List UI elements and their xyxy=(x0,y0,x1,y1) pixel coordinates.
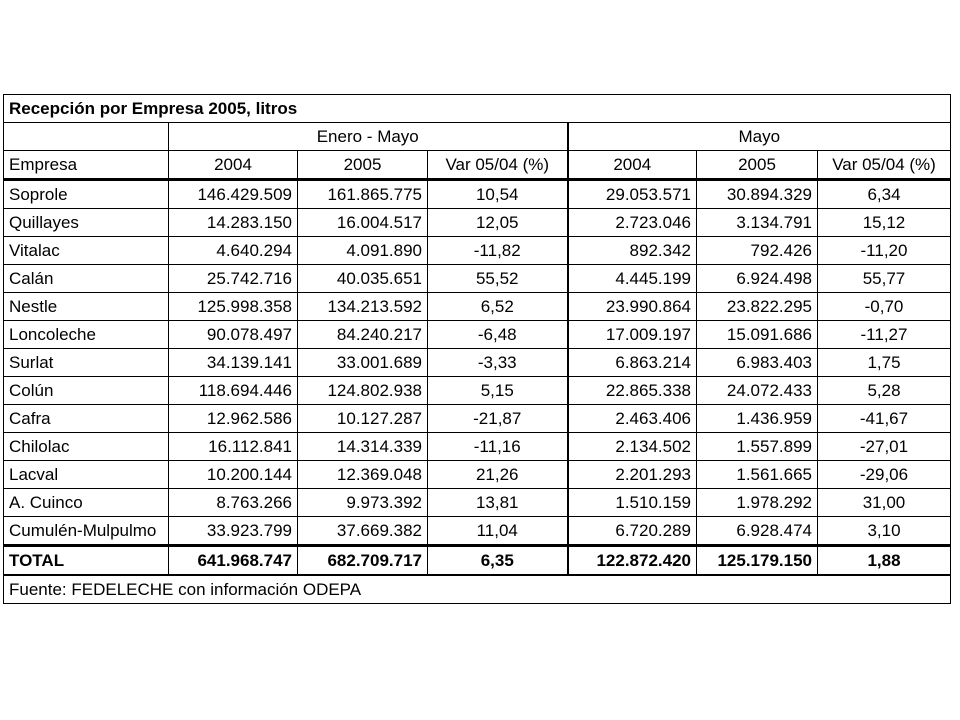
cell-2004-mayo: 892.342 xyxy=(568,237,697,265)
cell-empresa: Loncoleche xyxy=(4,321,169,349)
table-row xyxy=(4,489,951,517)
cell-empresa: Chilolac xyxy=(4,433,169,461)
cell-2005-enero-mayo: 4.091.890 xyxy=(298,237,428,265)
group-header-enero-mayo: Enero - Mayo xyxy=(169,123,568,151)
reception-table xyxy=(3,94,951,604)
cell-var-mayo: 55,77 xyxy=(818,265,951,293)
cell-empresa: Cumulén-Mulpulmo xyxy=(4,517,169,546)
cell-var-enero-mayo: -11,82 xyxy=(428,237,568,265)
total-cell-2004-mayo: 122.872.420 xyxy=(568,546,697,576)
table-title: Recepción por Empresa 2005, litros xyxy=(4,95,951,123)
source-note: Fuente: FEDELECHE con información ODEPA xyxy=(4,575,951,604)
cell-var-mayo: -41,67 xyxy=(818,405,951,433)
cell-var-mayo: -0,70 xyxy=(818,293,951,321)
cell-2004-mayo: 29.053.571 xyxy=(568,180,697,209)
cell-empresa: Soprole xyxy=(4,180,169,209)
cell-var-mayo: -27,01 xyxy=(818,433,951,461)
table-row xyxy=(4,237,951,265)
table-row xyxy=(4,265,951,293)
cell-2005-mayo: 1.436.959 xyxy=(697,405,818,433)
cell-2004-mayo: 4.445.199 xyxy=(568,265,697,293)
cell-2004-mayo: 2.201.293 xyxy=(568,461,697,489)
cell-2005-mayo: 6.928.474 xyxy=(697,517,818,546)
cell-2005-mayo: 24.072.433 xyxy=(697,377,818,405)
cell-2005-enero-mayo: 161.865.775 xyxy=(298,180,428,209)
cell-2005-mayo: 1.557.899 xyxy=(697,433,818,461)
total-cell-var-enero-mayo: 6,35 xyxy=(428,546,568,576)
group-header-row xyxy=(4,123,951,151)
cell-2005-enero-mayo: 10.127.287 xyxy=(298,405,428,433)
cell-2005-mayo: 23.822.295 xyxy=(697,293,818,321)
cell-2004-enero-mayo: 25.742.716 xyxy=(169,265,298,293)
cell-2005-enero-mayo: 33.001.689 xyxy=(298,349,428,377)
cell-var-enero-mayo: 12,05 xyxy=(428,209,568,237)
cell-var-mayo: -29,06 xyxy=(818,461,951,489)
table-row xyxy=(4,349,951,377)
cell-2005-enero-mayo: 84.240.217 xyxy=(298,321,428,349)
cell-2004-mayo: 2.723.046 xyxy=(568,209,697,237)
cell-var-mayo: 6,34 xyxy=(818,180,951,209)
table-row xyxy=(4,377,951,405)
cell-2005-enero-mayo: 134.213.592 xyxy=(298,293,428,321)
cell-empresa: Colún xyxy=(4,377,169,405)
cell-var-enero-mayo: -3,33 xyxy=(428,349,568,377)
group-header-empty xyxy=(4,123,169,151)
cell-var-enero-mayo: 11,04 xyxy=(428,517,568,546)
cell-var-mayo: 31,00 xyxy=(818,489,951,517)
cell-2004-mayo: 22.865.338 xyxy=(568,377,697,405)
cell-2004-enero-mayo: 125.998.358 xyxy=(169,293,298,321)
total-cell-2005-enero-mayo: 682.709.717 xyxy=(298,546,428,576)
cell-2005-mayo: 1.561.665 xyxy=(697,461,818,489)
table-row xyxy=(4,209,951,237)
cell-2004-mayo: 2.463.406 xyxy=(568,405,697,433)
table-row xyxy=(4,321,951,349)
column-header-2005-enero-mayo: 2005 xyxy=(298,151,428,180)
cell-2004-mayo: 17.009.197 xyxy=(568,321,697,349)
table-row xyxy=(4,461,951,489)
cell-empresa: Nestle xyxy=(4,293,169,321)
cell-empresa: A. Cuinco xyxy=(4,489,169,517)
cell-var-enero-mayo: -21,87 xyxy=(428,405,568,433)
cell-2004-mayo: 23.990.864 xyxy=(568,293,697,321)
cell-empresa: Surlat xyxy=(4,349,169,377)
title-row xyxy=(4,95,951,123)
cell-2005-mayo: 15.091.686 xyxy=(697,321,818,349)
column-header-2005-mayo: 2005 xyxy=(697,151,818,180)
cell-var-enero-mayo: 55,52 xyxy=(428,265,568,293)
cell-2004-mayo: 2.134.502 xyxy=(568,433,697,461)
cell-2004-enero-mayo: 146.429.509 xyxy=(169,180,298,209)
column-header-2004-mayo: 2004 xyxy=(568,151,697,180)
table-row xyxy=(4,180,951,209)
cell-2004-mayo: 1.510.159 xyxy=(568,489,697,517)
cell-var-mayo: 15,12 xyxy=(818,209,951,237)
cell-2005-enero-mayo: 37.669.382 xyxy=(298,517,428,546)
table-row xyxy=(4,517,951,546)
cell-2005-enero-mayo: 40.035.651 xyxy=(298,265,428,293)
cell-2005-mayo: 6.924.498 xyxy=(697,265,818,293)
cell-var-mayo: 1,75 xyxy=(818,349,951,377)
cell-2005-enero-mayo: 124.802.938 xyxy=(298,377,428,405)
cell-var-enero-mayo: 6,52 xyxy=(428,293,568,321)
cell-var-enero-mayo: 13,81 xyxy=(428,489,568,517)
column-header-row xyxy=(4,151,951,180)
cell-var-mayo: 3,10 xyxy=(818,517,951,546)
table-row xyxy=(4,405,951,433)
cell-2005-mayo: 3.134.791 xyxy=(697,209,818,237)
cell-var-enero-mayo: 21,26 xyxy=(428,461,568,489)
total-cell-2005-mayo: 125.179.150 xyxy=(697,546,818,576)
cell-2004-enero-mayo: 14.283.150 xyxy=(169,209,298,237)
cell-2004-enero-mayo: 10.200.144 xyxy=(169,461,298,489)
cell-2005-mayo: 30.894.329 xyxy=(697,180,818,209)
cell-2004-enero-mayo: 8.763.266 xyxy=(169,489,298,517)
cell-empresa: Quillayes xyxy=(4,209,169,237)
cell-var-enero-mayo: 5,15 xyxy=(428,377,568,405)
column-header-2004-enero-mayo: 2004 xyxy=(169,151,298,180)
cell-2005-mayo: 1.978.292 xyxy=(697,489,818,517)
total-row xyxy=(4,546,951,576)
cell-2005-enero-mayo: 14.314.339 xyxy=(298,433,428,461)
table-row xyxy=(4,433,951,461)
cell-2005-mayo: 792.426 xyxy=(697,237,818,265)
cell-2004-enero-mayo: 90.078.497 xyxy=(169,321,298,349)
cell-var-mayo: -11,20 xyxy=(818,237,951,265)
column-header-var-mayo: Var 05/04 (%) xyxy=(818,151,951,180)
cell-2005-enero-mayo: 12.369.048 xyxy=(298,461,428,489)
cell-2004-enero-mayo: 12.962.586 xyxy=(169,405,298,433)
cell-2004-enero-mayo: 34.139.141 xyxy=(169,349,298,377)
table-row xyxy=(4,293,951,321)
group-header-mayo: Mayo xyxy=(568,123,951,151)
column-header-empresa: Empresa xyxy=(4,151,169,180)
cell-2004-enero-mayo: 16.112.841 xyxy=(169,433,298,461)
cell-2005-enero-mayo: 9.973.392 xyxy=(298,489,428,517)
cell-2004-mayo: 6.720.289 xyxy=(568,517,697,546)
cell-2004-enero-mayo: 118.694.446 xyxy=(169,377,298,405)
total-cell-var-mayo: 1,88 xyxy=(818,546,951,576)
cell-2004-enero-mayo: 33.923.799 xyxy=(169,517,298,546)
cell-var-enero-mayo: 10,54 xyxy=(428,180,568,209)
cell-2004-enero-mayo: 4.640.294 xyxy=(169,237,298,265)
total-cell-empresa: TOTAL xyxy=(4,546,169,576)
cell-empresa: Vitalac xyxy=(4,237,169,265)
cell-2005-mayo: 6.983.403 xyxy=(697,349,818,377)
cell-empresa: Calán xyxy=(4,265,169,293)
column-header-var-enero-mayo: Var 05/04 (%) xyxy=(428,151,568,180)
cell-var-enero-mayo: -11,16 xyxy=(428,433,568,461)
cell-empresa: Lacval xyxy=(4,461,169,489)
cell-var-mayo: -11,27 xyxy=(818,321,951,349)
source-row xyxy=(4,575,951,604)
total-cell-2004-enero-mayo: 641.968.747 xyxy=(169,546,298,576)
cell-2004-mayo: 6.863.214 xyxy=(568,349,697,377)
cell-var-enero-mayo: -6,48 xyxy=(428,321,568,349)
cell-2005-enero-mayo: 16.004.517 xyxy=(298,209,428,237)
cell-var-mayo: 5,28 xyxy=(818,377,951,405)
cell-empresa: Cafra xyxy=(4,405,169,433)
